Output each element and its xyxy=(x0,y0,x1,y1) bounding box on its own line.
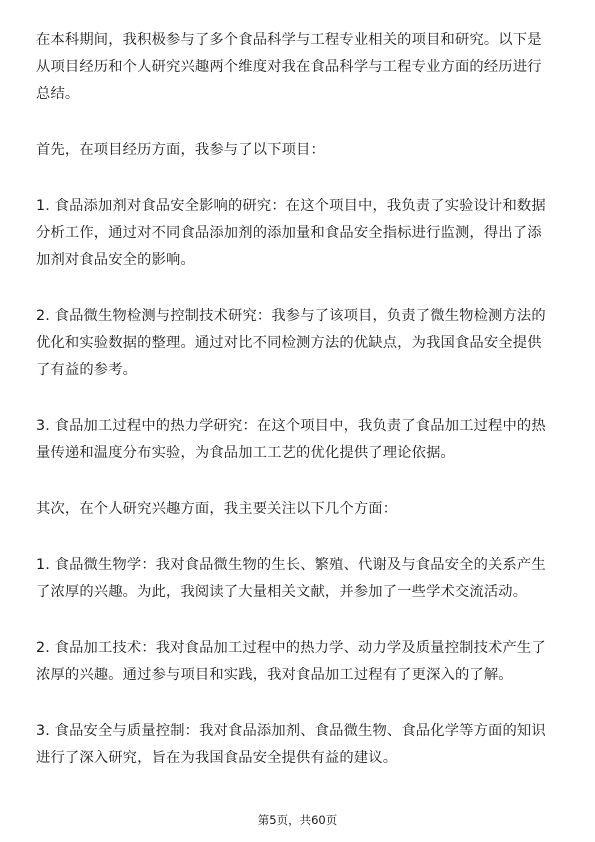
interest-item-2: 2. 食品加工技术：我对食品加工过程中的热力学、动力学及质量控制技术产生了浓厚的兴趣。通过参与项目和实践，我对食品加工过程有了更深入的了解。 xyxy=(36,640,546,683)
page-number-footer: 第5页，共60页 xyxy=(257,813,338,827)
project-item-3: 3. 食品加工过程中的热力学研究：在这个项目中，我负责了食品加工过程中的热量传递和温度分布实验，为食品加工工艺的优化提供了理论依据。 xyxy=(36,418,546,461)
interest-section-heading: 其次，在个人研究兴趣方面，我主要关注以下几个方面： xyxy=(36,501,398,517)
intro-paragraph: 在本科期间，我积极参与了多个食品科学与工程专业相关的项目和研究。以下是从项目经历和个人研究兴趣两个维度对我在食品科学与工程专业方面的经历进行总结。 xyxy=(36,32,542,102)
interest-item-3: 3. 食品安全与质量控制：我对食品添加剂、食品微生物、食品化学等方面的知识进行了深入研究，旨在为我国食品安全提供有益的建议。 xyxy=(36,723,546,766)
project-item-2: 2. 食品微生物检测与控制技术研究：我参与了该项目，负责了微生物检测方法的优化和实验数据的整理。通过对比不同检测方法的优缺点，为我国食品安全提供了有益的参考。 xyxy=(36,308,546,378)
project-section-heading: 首先，在项目经历方面，我参与了以下项目： xyxy=(36,142,325,158)
project-item-1: 1. 食品添加剂对食品安全影响的研究：在这个项目中，我负责了实验设计和数据分析工作，通过对不同食品添加剂的添加量和食品安全指标进行监测，得出了添加剂对食品安全的影响。 xyxy=(36,198,546,268)
interest-item-1: 1. 食品微生物学：我对食品微生物的生长、繁殖、代谢及与食品安全的关系产生了浓厚的兴趣。为此，我阅读了大量相关文献，并参加了一些学术交流活动。 xyxy=(36,557,546,600)
